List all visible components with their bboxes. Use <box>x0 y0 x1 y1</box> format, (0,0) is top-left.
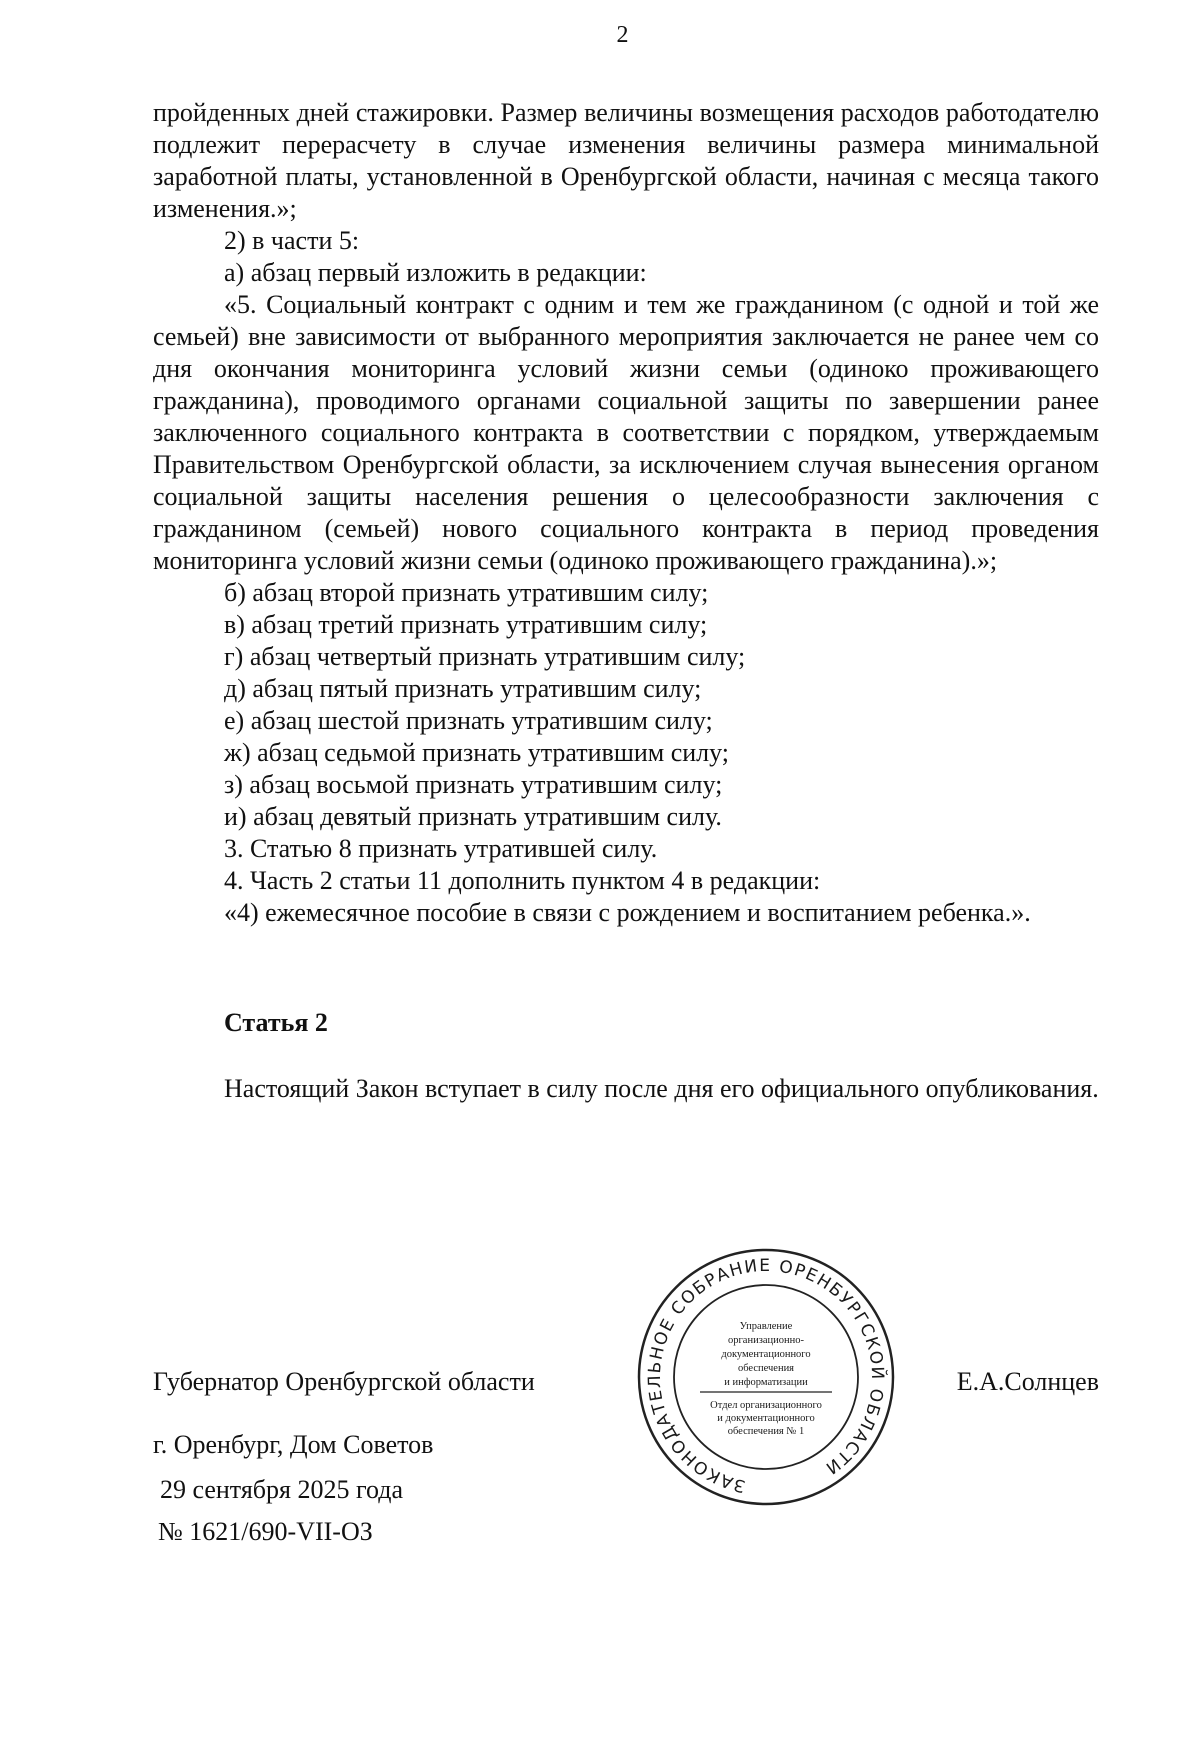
paragraph: е) абзац шестой признать утратившим силу; <box>224 706 713 735</box>
article-heading: Статья 2 <box>224 1008 328 1037</box>
stamp-line: и документационного <box>717 1413 815 1424</box>
paragraph: «4) ежемесячное пособие в связи с рождением и воспитанием ребенка.». <box>224 898 1031 927</box>
paragraph: д) абзац пятый признать утратившим силу; <box>224 674 702 703</box>
stamp-line: обеспечения № 1 <box>727 1426 805 1437</box>
signatory-role: Губернатор Оренбургской области <box>153 1367 535 1396</box>
paragraph: 4. Часть 2 статьи 11 дополнить пунктом 4 в редакции: <box>224 866 821 895</box>
paragraph: 3. Статью 8 признать утратившей силу. <box>224 834 658 863</box>
article-text: Настоящий Закон вступает в силу после дня его официального опубликования. <box>224 1074 1099 1103</box>
paragraph: и) абзац девятый признать утратившим силу. <box>224 802 722 831</box>
paragraph: «5. Социальный контракт с одним и тем же гражданином (с одной и той же семьей) вне зависимости от выбранного мероприятия заключается не ранее чем со дня окончания мониторинга условий жизни семьи (одиноко проживающего гражданина), проводимого органами социальной защиты по завершении ранее заключенного социального контракта в соответствии с порядком, утверждаемым Правительством Оренбургской области, за исключением случая вынесения органом социальной защиты населения решения о целесообразности заключения с гражданином (семьей) нового социального контракта в период проведения мониторинга условий жизни семьи (одиноко проживающего гражданина).»; <box>153 290 1099 575</box>
body-text <box>153 97 1099 929</box>
page-number: 2 <box>616 22 629 48</box>
signing-date: 29 сентября 2025 года <box>160 1475 404 1504</box>
paragraph: 2) в части 5: <box>224 226 360 255</box>
stamp-line: документационного <box>721 1349 811 1360</box>
paragraph: б) абзац второй признать утратившим силу; <box>224 578 709 607</box>
stamp-line: организационно- <box>728 1335 804 1346</box>
paragraph: в) абзац третий признать утратившим силу; <box>224 610 708 639</box>
signatory-name: Е.А.Солнцев <box>956 1367 1099 1396</box>
stamp-line: Управление <box>739 1321 793 1332</box>
paragraph: а) абзац первый изложить в редакции: <box>224 258 647 287</box>
paragraph: г) абзац четвертый признать утратившим силу; <box>224 642 746 671</box>
stamp-rim-text: ЗАКОНОДАТЕЛЬНОЕ СОБРАНИЕ ОРЕНБУРГСКОЙ ОБЛАСТИ <box>644 1255 888 1496</box>
paragraph: ж) абзац седьмой признать утратившим силу; <box>224 738 730 767</box>
stamp-line: и информатизации <box>724 1377 808 1388</box>
paragraph: пройденных дней стажировки. Размер величины возмещения расходов работодателю подлежит перерасчету в случае изменения величины размера минимальной заработной платы, установленной в Оренбургской области, начиная с месяца такого изменения.»; <box>153 98 1099 223</box>
paragraph: з) абзац восьмой признать утратившим силу; <box>224 770 723 799</box>
stamp-line: Отдел организационного <box>710 1400 822 1411</box>
signing-place: г. Оренбург, Дом Советов <box>153 1430 434 1459</box>
stamp-line: обеспечения <box>737 1363 795 1374</box>
law-number: № 1621/690-VII-ОЗ <box>158 1517 373 1546</box>
official-stamp <box>634 1245 898 1509</box>
